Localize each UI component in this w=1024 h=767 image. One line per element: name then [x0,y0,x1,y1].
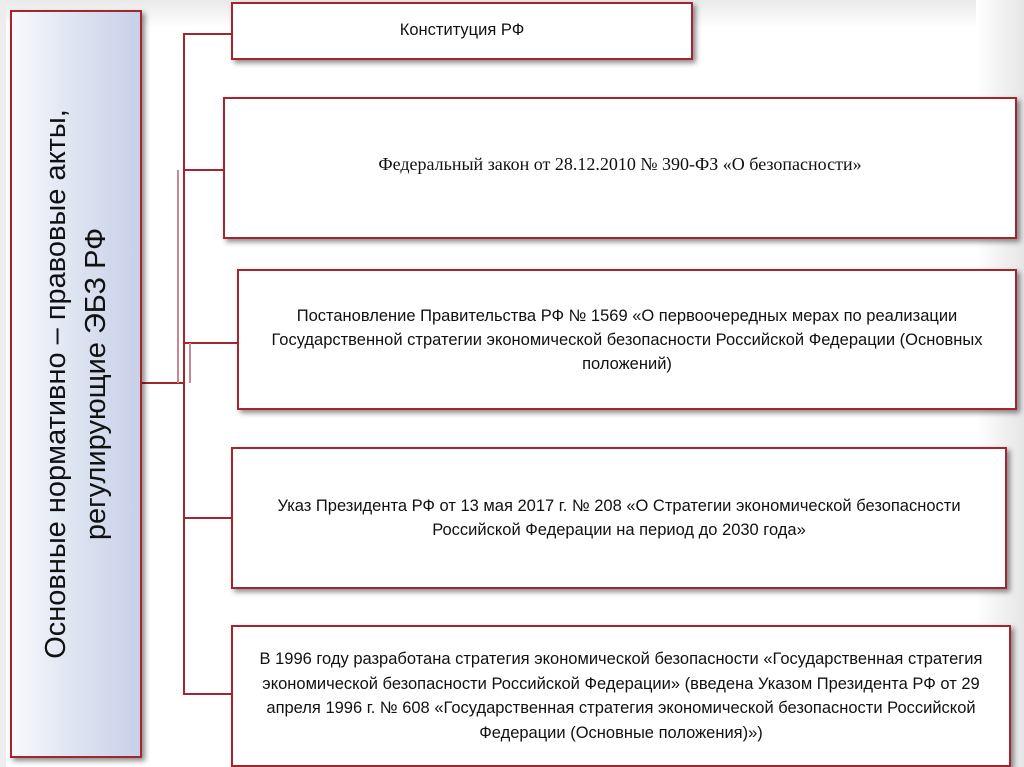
box-constitution [231,2,693,60]
connector-box-5 [184,383,231,694]
box-government-resolution [237,269,1017,410]
box-government-resolution-text: Постановление Правительства РФ № 1569 «О первоочередных мерах по реализации Государственной стратегии экономической безопасности Российской Федерации (Основных положений) [271,306,983,373]
box-strategy-1996 [231,625,1011,767]
box-strategy-1996-text: В 1996 году разработана стратегия экономической безопасности «Государственная стратегия экономической безопасности Российской Федерации» (введена Указом Президента РФ от 29 апреля 1996 г. № 608 «Государственная стратегия экономической безопасности Российской Федерации (Основные положения)») [259,650,983,742]
box-constitution-text: Конституция РФ [399,21,525,39]
box-federal-law [223,97,1017,239]
category-box [10,10,142,758]
box-presidential-decree-text: Указ Президента РФ от 13 мая 2017 г. № 208 «О Стратегии экономической безопасности Российской Федерации на период до 2030 года» [277,497,961,539]
box-presidential-decree [231,447,1007,589]
connector-main [140,34,231,383]
category-label: Основные нормативно – правовые акты, регулирующие ЭБЗ РФ [40,109,112,659]
box-federal-law-text: Федеральный закон от 28.12.2010 № 390-ФЗ «О безопасности» [378,154,862,174]
